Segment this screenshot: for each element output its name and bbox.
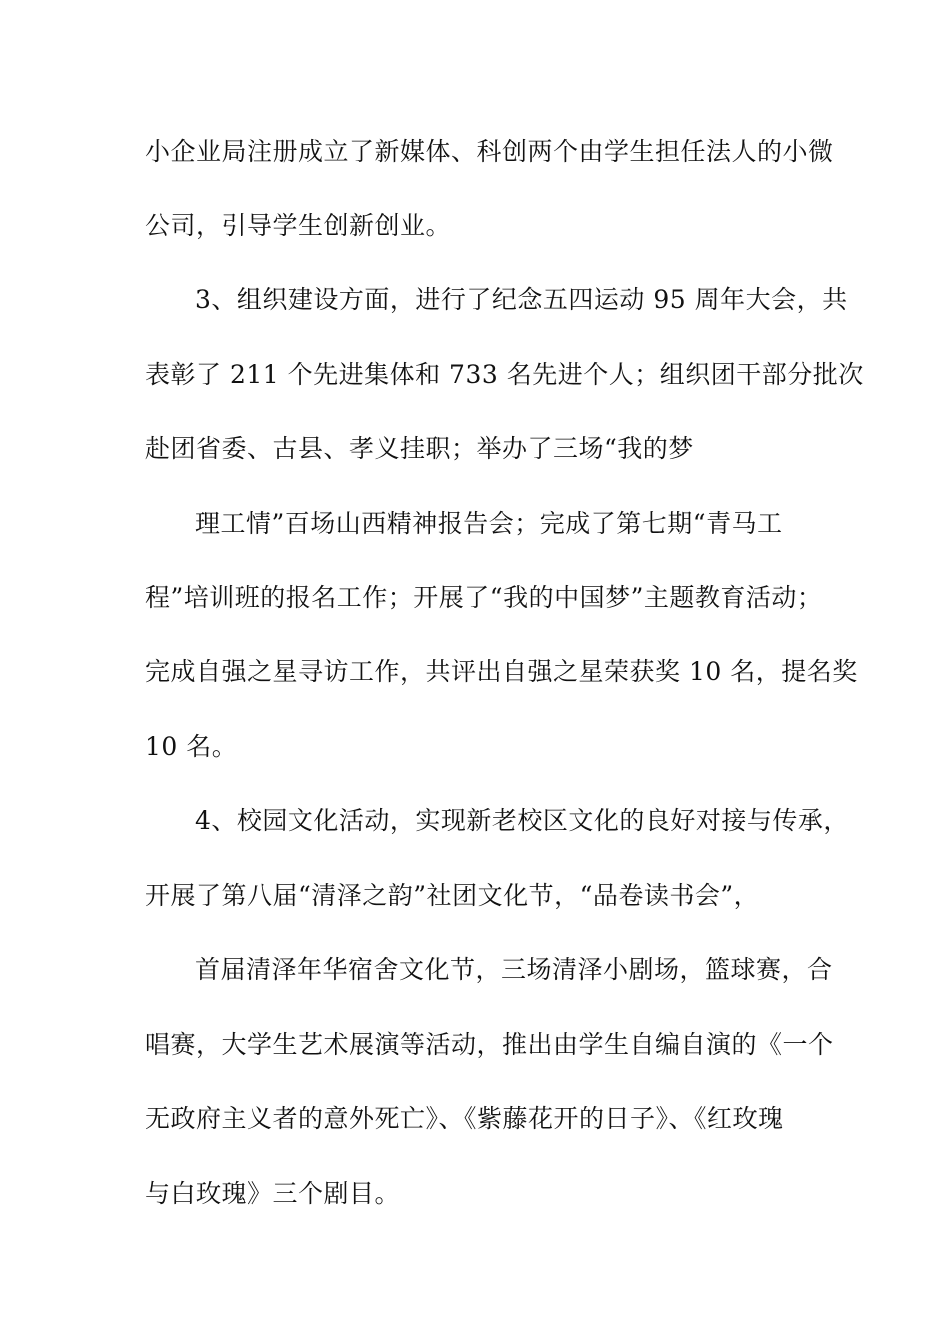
text-line: 公司，引导学生创新创业。: [145, 211, 452, 240]
text-line: 赴团省委、古县、孝义挂职；举办了三场“我的梦: [145, 434, 694, 463]
text-line: 无政府主义者的意外死亡》、《紫藤花开的日子》、《红玫瑰: [145, 1104, 784, 1133]
text-line: 开展了第八届“清泽之韵”社团文化节，“品卷读书会”，: [145, 881, 760, 910]
text-line: 与白玫瑰》三个剧目。: [145, 1179, 401, 1208]
text-line: 程”培训班的报名工作；开展了“我的中国梦”主题教育活动；: [145, 583, 823, 612]
paragraph-start-line: 3、组织建设方面，进行了纪念五四运动 95 周年大会，共: [195, 285, 848, 314]
paragraph-start-line: 理工情”百场山西精神报告会；完成了第七期“青马工: [195, 509, 783, 538]
paragraph-start-line: 4、校园文化活动，实现新老校区文化的良好对接与传承，: [195, 806, 849, 835]
text-line: 完成自强之星寻访工作，共评出自强之星荣获奖 10 名，提名奖: [145, 657, 858, 686]
paragraph-start-line: 首届清泽年华宿舍文化节，三场清泽小剧场，篮球赛，合: [195, 955, 833, 984]
text-line: 10 名。: [145, 732, 238, 761]
text-line: 小企业局注册成立了新媒体、科创两个由学生担任法人的小微: [145, 137, 834, 166]
text-line: 表彰了 211 个先进集体和 733 名先进个人；组织团干部分批次: [145, 360, 864, 389]
text-line: 唱赛，大学生艺术展演等活动，推出由学生自编自演的《一个: [145, 1030, 834, 1059]
